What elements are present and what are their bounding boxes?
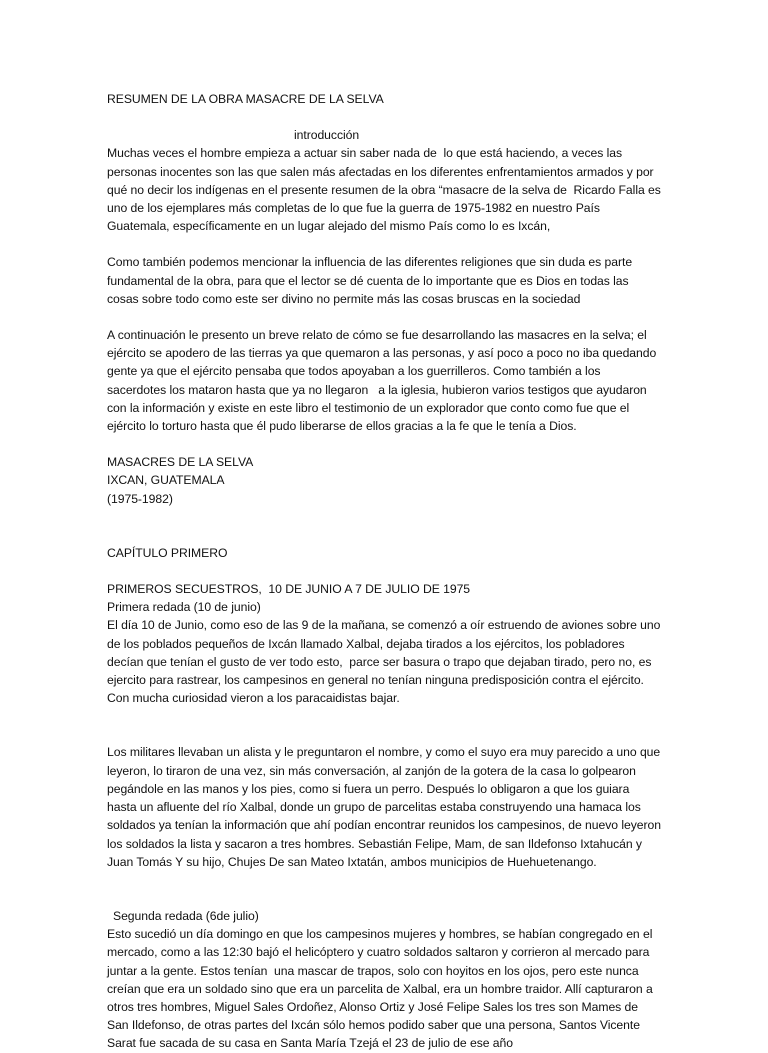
book-title-line2: IXCAN, GUATEMALA (107, 473, 225, 488)
continuation-paragraph: A continuación le presento un breve relato de cómo se fue desarrollando las masacres en la selva; el ejército se apodero de las tierras ya que quemaron a las personas, y así poco a poco no iba quedando gente ya que el ejército pensaba que todos apoyaban a los guerrilleros. Como también a los sacerdotes los mataron hasta que ya no llegaron a la iglesia, hubieron varios testigos que ayudaron con la información y existe en este libro el testimonio de un explorador que conto como fue que el ejército lo torturo hasta que él pudo liberarse de ellos gracias a la fe que le tenía a Dios. (107, 328, 660, 434)
intro-paragraph: Muchas veces el hombre empieza a actuar sin saber nada de lo que está haciendo, a veces las personas inocentes son las que salen más afectadas en los diferentes enfrentamientos armados y por qué no decir los indígenas en el presente resumen de la obra “masacre de la selva de Ricardo Falla es uno de los ejemplares más completas de lo que fue la guerra de 1975-1982 en nuestro País Guatemala, específicamente en un lugar alejado del mismo País como lo es Ixcán, (107, 146, 665, 234)
chapter-heading: CAPÍTULO PRIMERO (107, 545, 228, 560)
document-title: RESUMEN DE LA OBRA MASACRE DE LA SELVA (107, 92, 384, 106)
document-page (107, 90, 665, 1053)
intro-heading: introducción (294, 128, 360, 143)
first-raid-paragraph: El día 10 de Junio, como eso de las 9 de la mañana, se comenzó a oír estruendo de aviones sobre uno de los poblados pequeños de Ixcán llamado Xalbal, dejaba tirados a los ejércitos, los pobladores decían que tenían el gusto de ver todo esto, parce ser basura o trapo que dejaban tirado, pero no, es ejercito para rastrear, los campesinos en general no tenían ninguna predisposición contra el ejército. Con mucha curiosidad vieron a los paracaidistas bajar. (107, 618, 664, 706)
first-raid-heading: Primera redada (10 de junio) (107, 600, 261, 615)
book-title-line1: MASACRES DE LA SELVA (107, 455, 254, 470)
military-paragraph: Los militares llevaban un alista y le preguntaron el nombre, y como el suyo era muy parecido a uno que leyeron, lo tiraron de una vez, sin más conversación, al zanjón de la gotera de la casa lo golpearon pegándole en las manos y los pies, como si fuera un perro. Después lo obligaron a que los guiara hasta un afluente del río Xalbal, donde un grupo de parcelitas estaba construyendo una hamaca los soldados ya tenían la información que ahí podían encontrar reunidos los campesinos, de nuevo leyeron los soldados la lista y sacaron a tres hombres. Sebastián Felipe, Mam, de san Ildefonso Ixtahucán y Juan Tomás Y su hijo, Chujes De san Mateo Ixtatán, ambos municipios de Huehuetenango. (107, 745, 665, 869)
second-raid-heading: Segunda redada (6de julio) (113, 908, 259, 923)
religion-paragraph: Como también podemos mencionar la influencia de las diferentes religiones que sin duda es parte fundamental de la obra, para que el lector se dé cuenta de lo importante que es Dios en todas las cosas sobre todo como este ser divino no permite más las cosas bruscas en la sociedad (107, 255, 636, 306)
book-title-line3: (1975-1982) (107, 491, 173, 506)
section-heading: PRIMEROS SECUESTROS, 10 DE JUNIO A 7 DE JULIO DE 1975 (107, 582, 471, 597)
second-raid-paragraph: Esto sucedió un día domingo en que los campesinos mujeres y hombres, se habían congregado en el mercado, como a las 12:30 bajó el helicóptero y cuatro soldados saltaron y corrieron al mercado para juntar a la gente. Estos tenían una mascar de trapos, solo con hoyitos en los ojos, pero este nunca creían que era un soldado sino que era un parcelita de Xalbal, era un hombre traidor. Allí capturaron a otros tres hombres, Miguel Sales Ordoñez, Alonso Ortiz y José Felipe Sales los tres son Mames de San Ildefonso, de otras partes del Ixcán sólo hemos podido saber que una persona, Santos Vicente Sarat fue sacada de su casa en Santa María Tzejá el 23 de julio de ese año (107, 927, 657, 1051)
